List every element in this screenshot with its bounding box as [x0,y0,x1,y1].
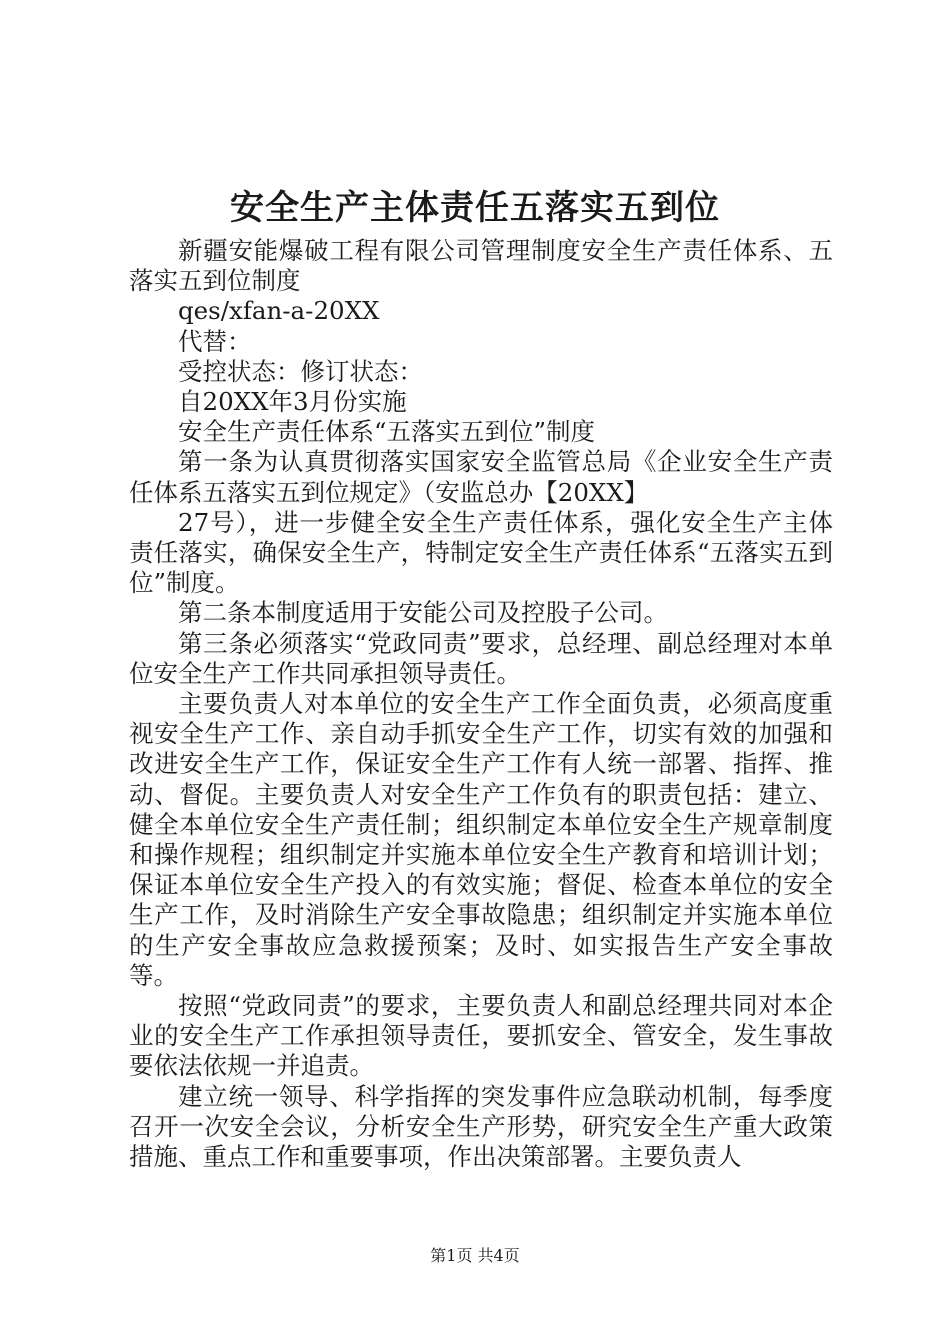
paragraph: 建立统一领导、科学指挥的突发事件应急联动机制，每季度召开一次安全会议，分析安全生产形势，研究安全生产重大政策措施、重点工作和重要事项，作出决策部署。主要负责人 [129,1081,833,1172]
paragraph: 按照“党政同责”的要求，主要负责人和副总经理共同对本企业的安全生产工作承担领导责任，要抓安全、管安全，发生事故要依法依规一并追责。 [129,991,833,1081]
paragraph: 受控状态：修订状态： [178,356,423,386]
paragraph: 27号），进一步健全安全生产责任体系，强化安全生产主体责任落实，确保安全生产，特制定安全生产责任体系“五落实五到位”制度。 [129,507,833,598]
paragraph: 第二条本制度适用于安能公司及控股子公司。 [178,598,668,628]
paragraph: 第三条必须落实“党政同责”要求，总经理、副总经理对本单位安全生产工作共同承担领导责任。 [129,628,833,688]
paragraph: 安全生产责任体系“五落实五到位”制度 [178,417,596,447]
paragraph: qes/xfan-a-20XX [178,296,380,326]
paragraph: 第一条为认真贯彻落实国家安全监管总局《企业安全生产责任体系五落实五到位规定》（安监总办【20XX】 [129,447,833,507]
document-body [129,236,833,1172]
document-title: 安全生产主体责任五落实五到位 [230,188,720,228]
page-number: 第1页 共4页 [430,1246,520,1265]
paragraph: 主要负责人对本单位的安全生产工作全面负责，必须高度重视安全生产工作、亲自动手抓安全生产工作，切实有效的加强和改进安全生产工作，保证安全生产工作有人统一部署、指挥、推动、督促。主要负责人对安全生产工作负有的职责包括：建立、健全本单位安全生产责任制；组织制定本单位安全生产规章制度和操作规程；组织制定并实施本单位安全生产教育和培训计划；保证本单位安全生产投入的有效实施；督促、检查本单位的安全生产工作，及时消除生产安全事故隐患；组织制定并实施本单位的生产安全事故应急救援预案；及时、如实报告生产安全事故等。 [129,689,833,990]
paragraph: 新疆安能爆破工程有限公司管理制度安全生产责任体系、五落实五到位制度 [129,236,833,296]
paragraph: 自20XX年3月份实施 [178,387,407,417]
paragraph: 代替： [178,326,252,356]
